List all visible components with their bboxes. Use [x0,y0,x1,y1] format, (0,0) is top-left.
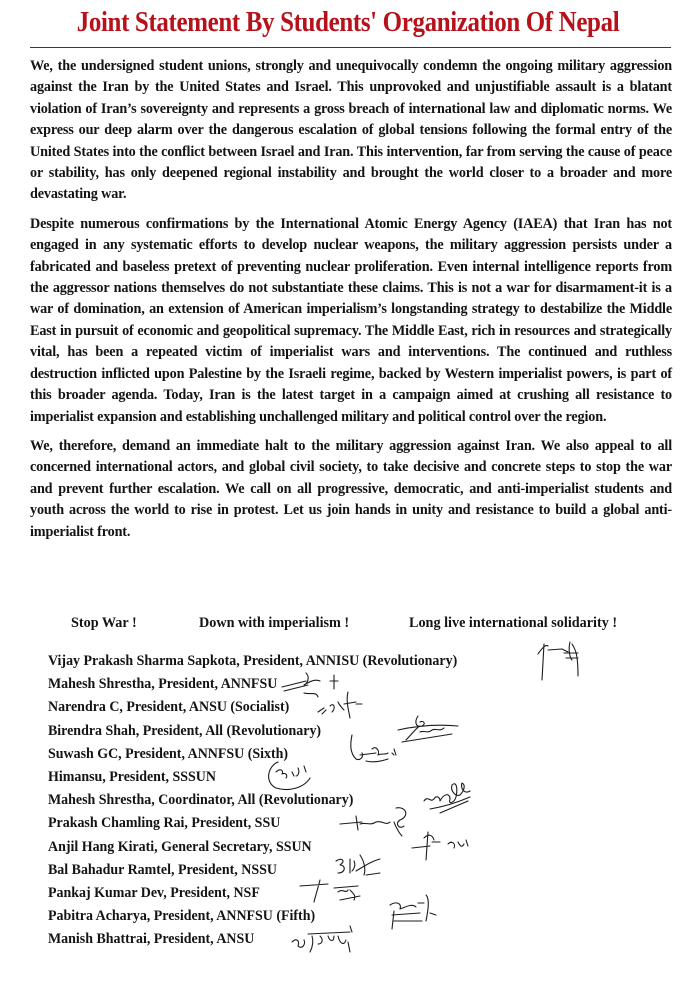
signatory-text: Mahesh Shrestha, President, ANNFSU [48,676,278,693]
paragraph-condemnation: We, the undersigned student unions, strongly and unequivocally condemn the ongoing military aggression against the Iran by the United States and Israel. This unprovoked and unjustifiable assault is a blatant violation of Iran’s sovereignty and represents a gross breach of international law and diplomatic norms. We express our deep alarm over the dangerous escalation of global tensions following the formal entry of the United States into the conflict between Israel and Iran. This intervention, far from serving the cause of peace or stability, has only deepened regional instability and brought the world closer to a broader and more devastating war. [30,58,672,203]
signatory-row [48,928,668,951]
signatory-row [48,743,668,766]
signatory-row [48,789,668,812]
signatory-text: Narendra C, President, ANSU (Socialist) [48,699,290,716]
signatory-text: Mahesh Shrestha, Coordinator, All (Revolutionary) [48,792,354,809]
signatory-row [48,673,668,696]
signatories-list [48,650,668,951]
signatory-text: Pabitra Acharya, President, ANNFSU (Fifth) [48,908,316,925]
signatory-row [48,650,668,673]
statement-body [30,56,672,551]
slogan-international-solidarity: Long live international solidarity ! [409,615,618,631]
signatory-row [48,836,668,859]
signatory-row [48,859,668,882]
title-underline-divider [30,47,671,48]
signatory-text: Anjil Hang Kirati, General Secretary, SSUN [48,838,312,855]
slogan-stop-war: Stop War ! [71,615,137,631]
document-title: Joint Statement By Students' Organization Of Nepal [76,6,620,38]
slogan-down-with-imperialism: Down with imperialism ! [199,615,350,631]
paragraph-demands: We, therefore, demand an immediate halt to the military aggression against Iran. We also appeal to all concerned international actors, and global civil society, to take decisive and concrete steps to stop the war and prevent further escalation. We call on all progressive, democratic, and anti-imperialist students and youth across the world to rise in protest. Let us join hands in unity and resistance to build a global anti-imperialist front. [30,437,672,540]
signatory-text: Himansu, President, SSSUN [48,768,216,785]
signatory-row [48,766,668,789]
signatory-text: Bal Bahadur Ramtel, President, NSSU [48,861,277,878]
signatory-row [48,882,668,905]
signatory-row [48,720,668,743]
paragraph-context: Despite numerous confirmations by the International Atomic Energy Agency (IAEA) that Iran has not engaged in any systematic efforts to develop nuclear weapons, the military aggression persists under a fabricated and baseless pretext of preventing nuclear proliferation. Even internal intelligence reports from the aggressor nations themselves do not substantiate these claims. This is not a war for disarmament-it is a war of domination, an extension of American imperialism’s longstanding strategy to destabilize the Middle East in pursuit of economic and geopolitical supremacy. The Middle East, rich in resources and strategically vital, has been a repeated victim of imperialist wars and interventions. The continued and ruthless destruction inflicted upon Palestine by the Israeli regime, backed by Western imperialist powers, is part of this broader agenda. Today, Iran is the latest target in a campaign aimed at crushing all resistance to imperialist expansion and establishing unchallenged military and political control over the region. [30,215,672,425]
slogans-row [0,615,696,637]
signatory-text: Vijay Prakash Sharma Sapkota, President, ANNISU (Revolutionary) [48,653,458,669]
signatory-row [48,696,668,719]
signatory-text: Manish Bhattrai, President, ANSU [48,931,255,948]
signatory-text: Suwash GC, President, ANNFSU (Sixth) [48,745,289,762]
signatory-text: Pankaj Kumar Dev, President, NSF [48,884,260,901]
signatory-row [48,812,668,835]
signatory-row [48,905,668,928]
signatory-text: Birendra Shah, President, All (Revolutionary) [48,722,322,739]
handwritten-signature-icon [290,922,360,958]
signatory-text: Prakash Chamling Rai, President, SSU [48,815,281,832]
